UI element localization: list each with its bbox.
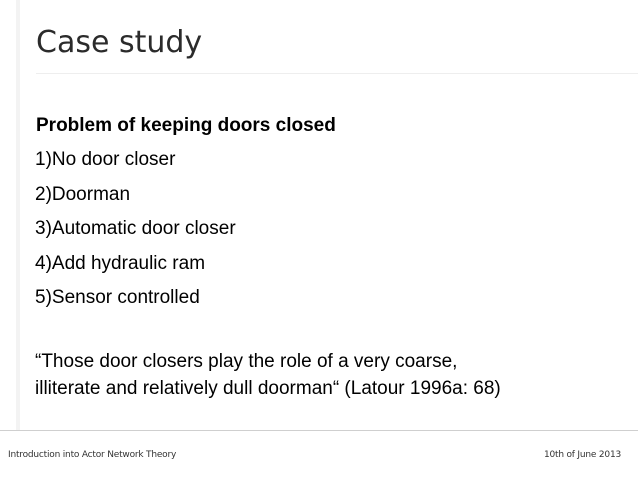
slide-subtitle: Problem of keeping doors closed [36,115,336,136]
quote-line-2: illiterate and relatively dull doorman“ (Latour 1996a: 68) [35,378,501,399]
latour-quote [35,348,625,402]
list-item: 4)Add hydraulic ram [35,252,206,274]
steps-list [35,148,236,321]
footer-date: 10th of June 2013 [543,450,621,460]
slide-title: Case study [36,25,203,60]
list-item: 1)No door closer [35,149,176,170]
list-item: 3)Automatic door closer [35,218,236,239]
footer-presentation-title: Introduction into Actor Network Theory [8,450,177,460]
accent-bar [16,0,20,430]
list-item: 2)Doorman [35,183,131,205]
footer-divider [0,430,638,431]
list-item: 5)Sensor controlled [35,287,200,308]
title-divider [36,73,638,74]
quote-line-1: “Those door closers play the role of a very coarse, [35,351,458,372]
